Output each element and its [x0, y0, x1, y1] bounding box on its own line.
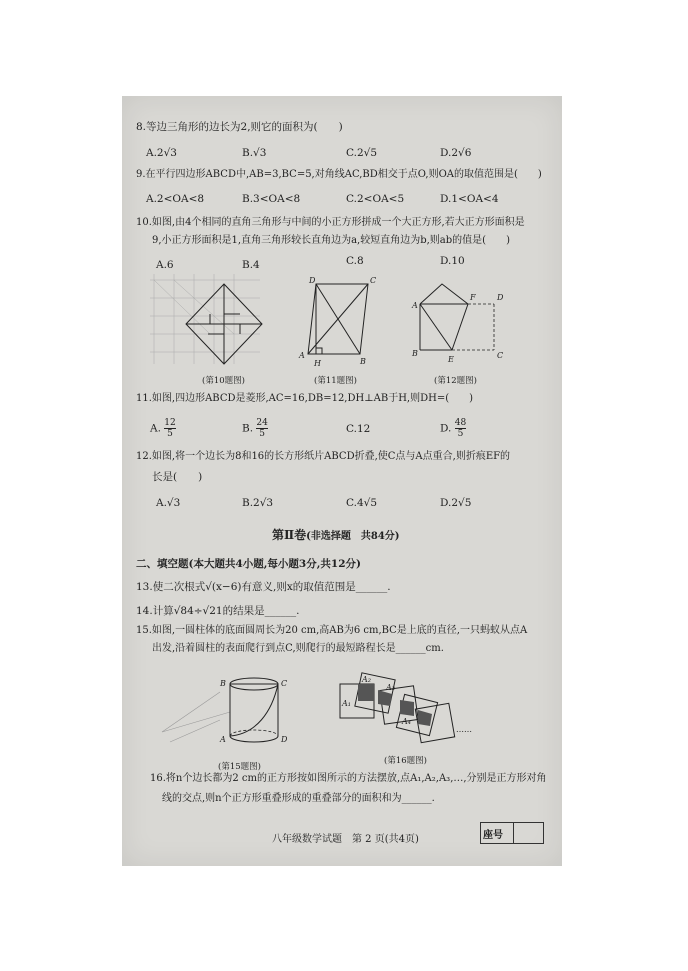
fig12-label-e: E [448, 355, 454, 364]
seat-number-label: 座号 [483, 830, 503, 841]
fig11-label-a: A [299, 351, 305, 360]
q11-option-d-prefix: D. [440, 422, 452, 435]
fig15-label-c: C [281, 679, 288, 688]
q12-option-d: D.2√5 [440, 497, 472, 509]
fig11-label-c: C [370, 276, 377, 285]
q10-option-b: B.4 [242, 259, 260, 271]
q9-option-d: D.1<OA<4 [440, 193, 499, 205]
figure-15-diagram [160, 672, 290, 756]
q11-option-b-numerator: 24 [256, 418, 268, 428]
figure-12-diagram [410, 274, 510, 370]
q16-line2: 线的交点,则n个正方形重叠形成的重叠部分的面积和为______. [162, 793, 435, 804]
exam-paper [122, 96, 562, 866]
part2-title-main: 第Ⅱ卷 [272, 528, 307, 542]
figure-16-caption: (第16题图) [384, 756, 427, 766]
q15-line2: 出发,沿着圆柱的表面爬行到点C,则爬行的最短路程长是______cm. [152, 643, 444, 654]
fig12-label-c: C [497, 351, 504, 360]
fig12-label-a: A [412, 301, 418, 310]
part2-title [272, 526, 400, 543]
q11-option-d-denominator: 5 [457, 429, 464, 439]
q11-option-a-prefix: A. [150, 422, 161, 435]
fig11-label-d: D [309, 276, 316, 285]
page-footer: 八年级数学试题 第 2 页(共4页) [272, 834, 419, 845]
q16-line1: 16.将n个边长都为2 cm的正方形按如图所示的方法摆放,点A₁,A₂,A₃,…,分别是正方形对角 [150, 773, 547, 784]
q9-stem: 9.在平行四边形ABCD中,AB=3,BC=5,对角线AC,BD相交于点O,则OA的取值范围是( ) [136, 169, 542, 180]
q12-option-a: A.√3 [156, 497, 181, 509]
fig11-label-h: H [314, 359, 321, 368]
figure-16-diagram [334, 670, 484, 750]
q9-option-c: C.2<OA<5 [346, 193, 405, 205]
q8-option-a: A.2√3 [146, 147, 177, 159]
q10-option-c: C.8 [346, 255, 364, 267]
part2-subtitle: (非选择题 共84分) [306, 531, 400, 542]
q8-option-d: D.2√6 [440, 147, 472, 159]
q12-stem-line1: 12.如图,将一个边长为8和16的长方形纸片ABCD折叠,使C点与A点重合,则折痕EF的 [136, 451, 511, 462]
q11-stem: 11.如图,四边形ABCD是菱形,AC=16,DB=12,DH⊥AB于H,则DH=( ) [136, 393, 474, 404]
fig15-label-d: D [281, 735, 288, 744]
q11-option-a-numerator: 12 [164, 418, 176, 428]
q8-option-b: B.√3 [242, 147, 267, 159]
q8-option-c: C.2√5 [346, 147, 378, 159]
q11-option-b [242, 418, 268, 439]
q11-option-a-denominator: 5 [167, 429, 173, 439]
q10-stem-line2: 9,小正方形面积是1,直角三角形较长直角边为a,较短直角边为b,则ab的值是( ) [152, 235, 510, 246]
figure-11-diagram [292, 274, 392, 370]
q8-stem: 8.等边三角形的边长为2,则它的面积为( ) [136, 121, 343, 133]
fig16-label-a1: A₁ [342, 699, 351, 708]
q11-option-b-denominator: 5 [259, 429, 265, 439]
fig12-label-b: B [412, 349, 418, 358]
figure-11-caption: (第11题图) [314, 376, 357, 386]
q11-option-c: C.12 [346, 423, 371, 435]
q10-stem-line1: 10.如图,由4个相同的直角三角形与中间的小正方形拼成一个大正方形,若大正方形面积是 [136, 217, 525, 228]
q12-option-b: B.2√3 [242, 497, 274, 509]
q15-line1: 15.如图,一圆柱体的底面圆周长为20 cm,高AB为6 cm,BC是上底的直径,一只蚂蚁从点A [136, 625, 528, 636]
fig16-ellipsis: …… [456, 725, 472, 734]
q9-option-b: B.3<OA<8 [242, 193, 301, 205]
q11-option-d [440, 418, 466, 439]
figure-10-caption: (第10题图) [202, 376, 245, 386]
fig12-label-d: D [497, 293, 504, 302]
seat-number-field[interactable] [513, 823, 543, 843]
section2-header: 二、填空题(本大题共4小题,每小题3分,共12分) [136, 558, 361, 570]
fig16-label-a2: A₂ [362, 675, 371, 684]
figure-12-caption: (第12题图) [434, 376, 477, 386]
q11-option-b-prefix: B. [242, 422, 254, 435]
q12-option-c: C.4√5 [346, 497, 378, 509]
fig16-label-a4: A₄ [402, 717, 411, 726]
q11-option-d-numerator: 48 [454, 418, 467, 428]
fig15-label-a: A [220, 735, 226, 744]
fig15-label-b: B [220, 679, 226, 688]
q14-text: 14.计算√84÷√21的结果是______. [136, 605, 300, 617]
figure-10-diagram [150, 274, 270, 370]
q13-text: 13.使二次根式√(x−6)有意义,则x的取值范围是______. [136, 581, 391, 593]
q12-stem-line2: 长是( ) [152, 471, 203, 483]
q10-option-a: A.6 [156, 259, 174, 271]
q11-option-a [150, 418, 176, 439]
q9-option-a: A.2<OA<8 [146, 193, 205, 205]
fig11-label-b: B [360, 357, 366, 366]
figure-15-caption: (第15题图) [218, 762, 261, 772]
fig16-label-a3: A₃ [386, 683, 395, 692]
fig12-label-f: F [470, 293, 476, 302]
seat-number-box [480, 822, 544, 844]
q10-option-d: D.10 [440, 255, 465, 267]
